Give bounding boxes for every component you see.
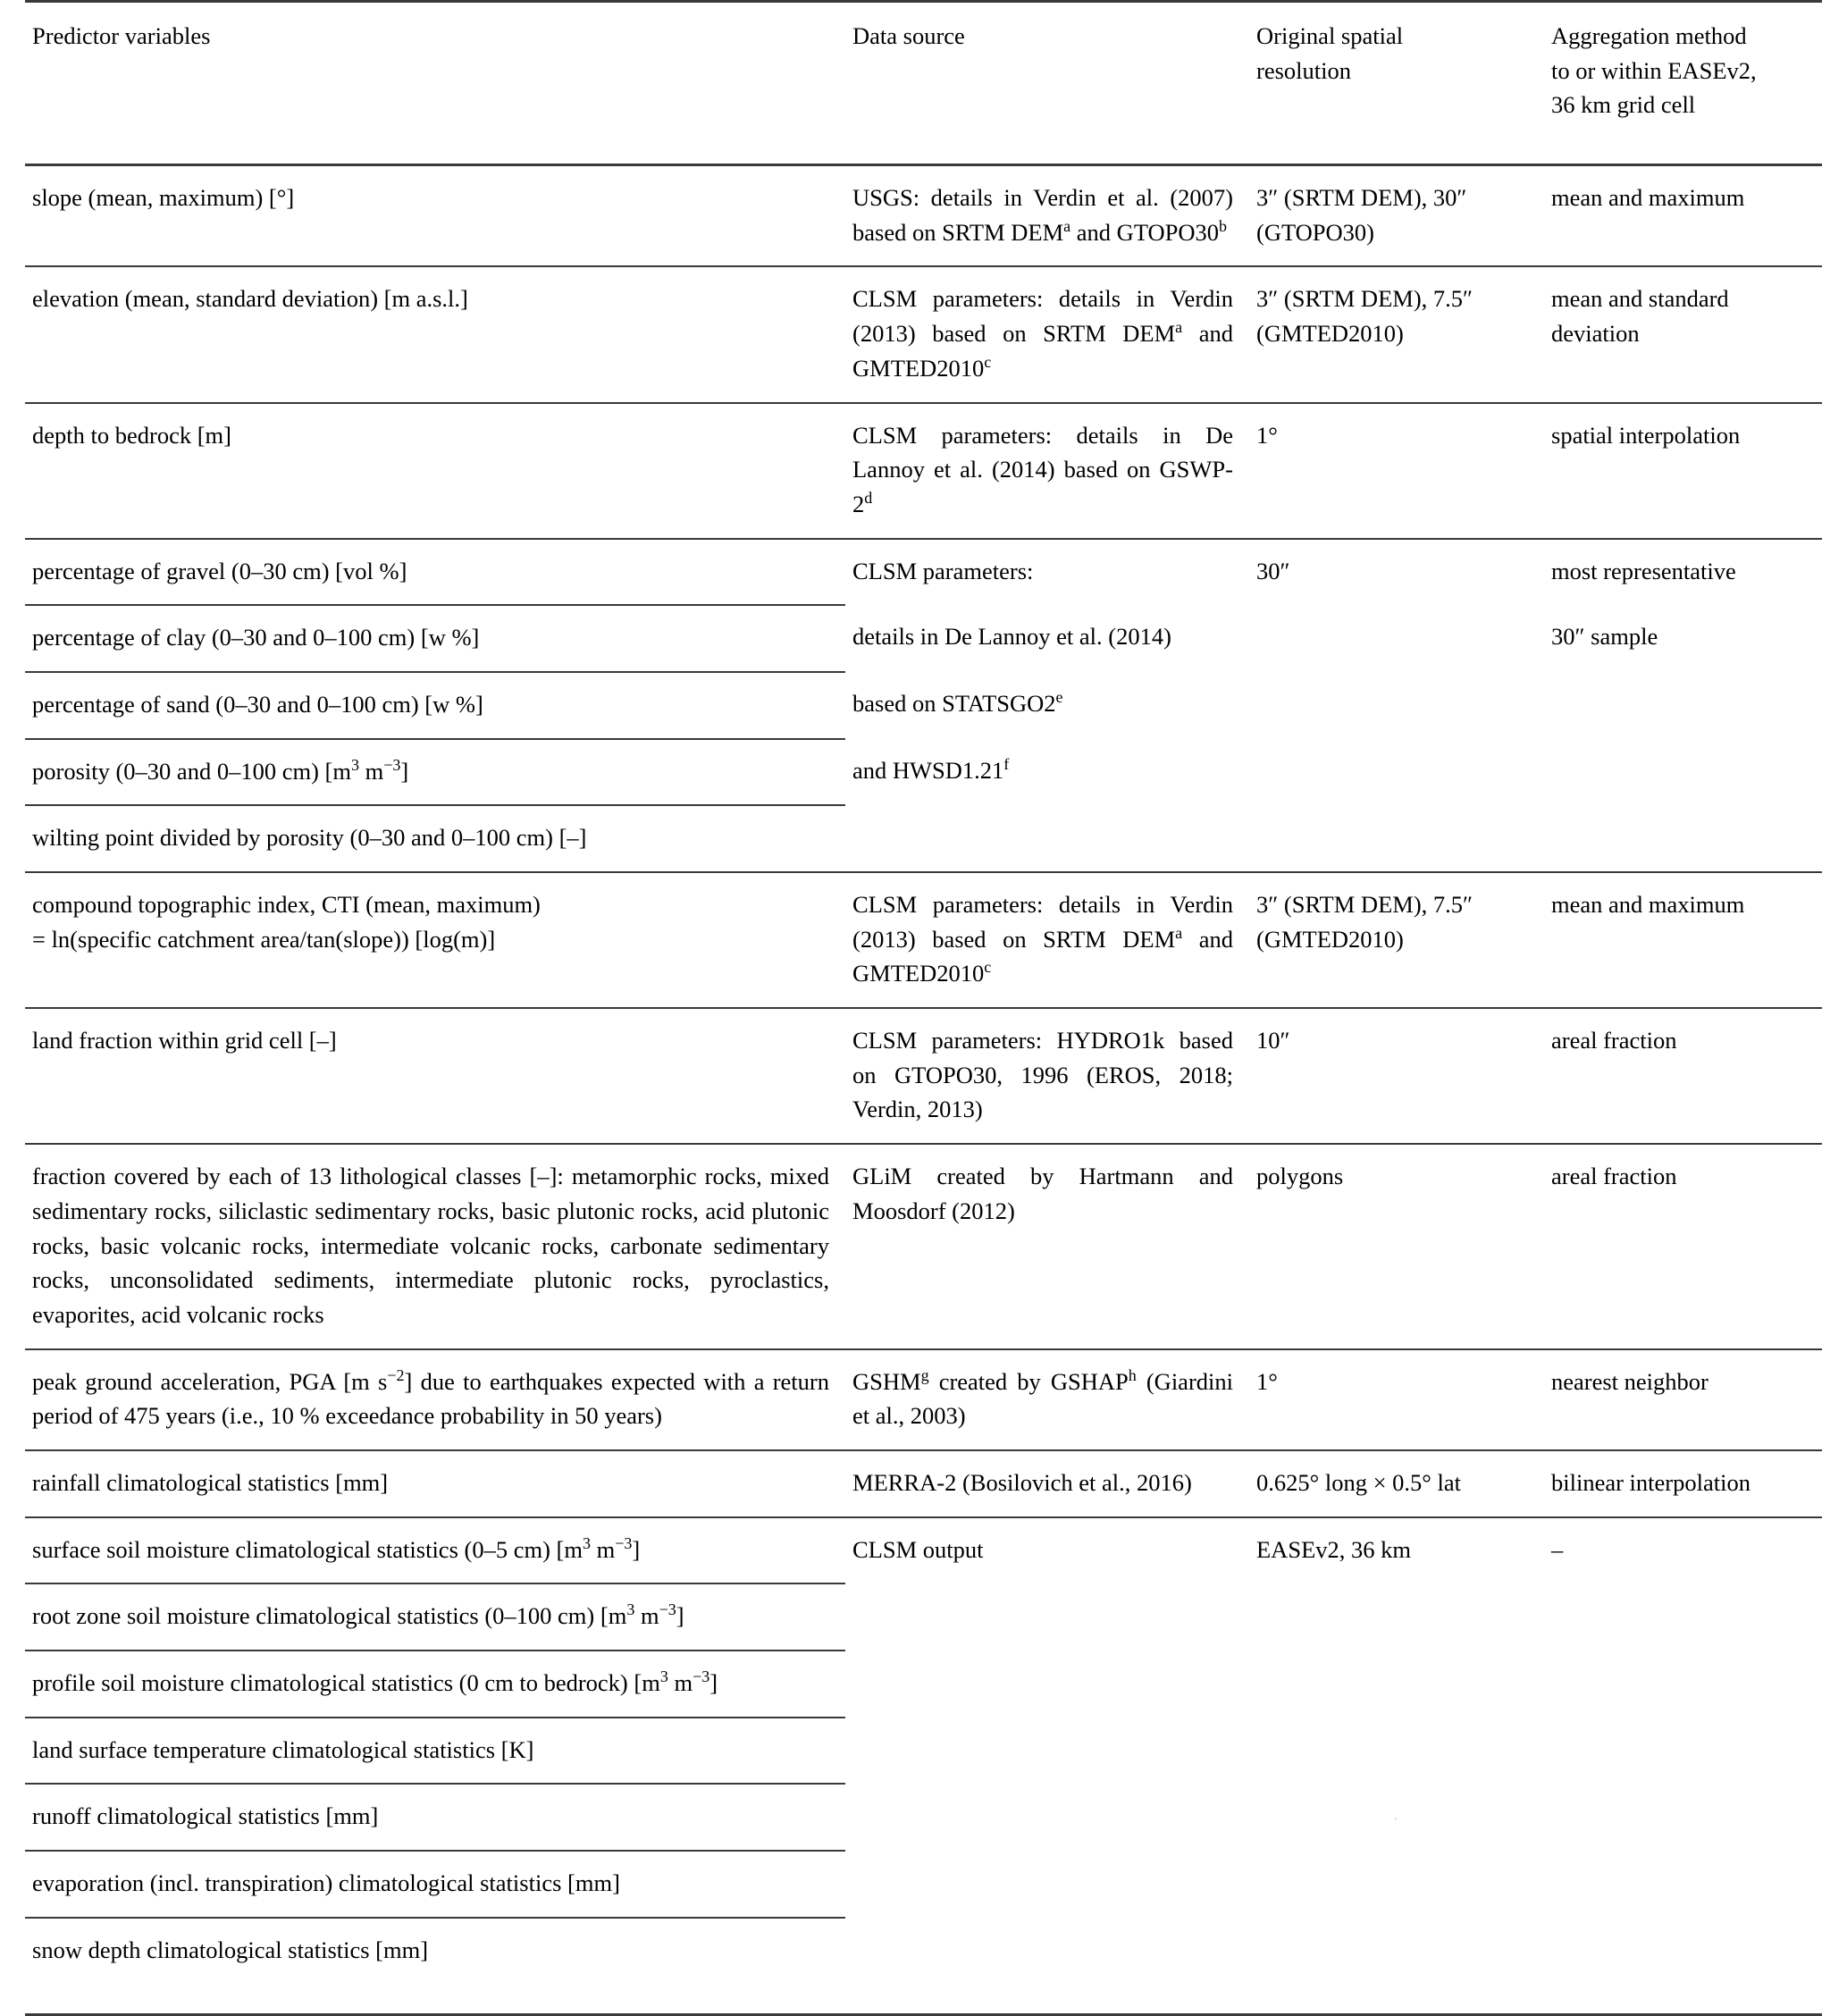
cell-resolution-evaporation [1249, 1851, 1544, 1918]
aggregation-line-2: deviation [1551, 320, 1640, 348]
cell-predictor-lithological-classes: fraction covered by each of 13 lithological classes [–]: metamorphic rocks, mixed sedimentary rocks, siliclastic sedimentary rocks, basic plutonic rocks, acid plutonic rocks, basic volcanic rocks, intermediate volcanic rocks, carbonate sedimentary rocks, unconsolidated sediments, intermediate plutonic rocks, pyroclastics, evaporites, acid volcanic rocks [25, 1144, 845, 1348]
table-row [25, 1583, 1822, 1651]
resolution-header-line-1: Original spatial [1256, 22, 1404, 49]
table-row [25, 266, 1822, 402]
cell-aggregation-pga: nearest neighbor [1544, 1349, 1822, 1450]
footnote-superscript: a [1175, 923, 1183, 942]
predictor-text: surface soil moisture climatological statistics (0–5 cm) [m [32, 1535, 583, 1563]
exponent-superscript: 3 [626, 1600, 635, 1619]
page-artifact-mark: · [1394, 1814, 1398, 1825]
bottom-rule-cell [845, 1983, 1249, 2015]
cell-aggregation-evaporation [1544, 1851, 1822, 1918]
exponent-superscript: −2 [387, 1365, 405, 1384]
cell-predictor-snow-depth: snow depth climatological statistics [mm] [25, 1918, 845, 1984]
table-row [25, 539, 1822, 606]
table-row [25, 1144, 1822, 1348]
cell-aggregation-porosity [1544, 739, 1822, 806]
exponent-superscript: 3 [350, 755, 359, 774]
cell-predictor-rainfall: rainfall climatological statistics [mm] [25, 1450, 845, 1517]
source-text: CLSM parameters: details in Verdin (2013) based on SRTM DEM [852, 285, 1233, 348]
cell-source-percentage-sand [845, 672, 1249, 739]
exponent-superscript: −3 [693, 1667, 710, 1686]
cell-predictor-elevation: elevation (mean, standard deviation) [m a.s.l.] [25, 266, 845, 402]
aggregation-header-line-2: to or within EASEv2, [1551, 56, 1757, 84]
cell-source-evaporation [845, 1851, 1249, 1918]
cell-source-land-fraction: CLSM parameters: HYDRO1k based on GTOPO30, 1996 (EROS, 2018; Verdin, 2013) [845, 1008, 1249, 1144]
predictor-text-end: ] [709, 1669, 718, 1696]
footnote-superscript: c [984, 352, 992, 371]
table-row [25, 605, 1822, 672]
cell-resolution-percentage-sand [1249, 672, 1544, 739]
table-header [25, 2, 1822, 165]
predictor-text-end: ] due to earthquakes expected with a return period of 475 years (i.e., 10 % exceedance probability in 50 years) [32, 1367, 829, 1430]
cell-resolution-snow-depth [1249, 1918, 1544, 1984]
table-bottom-rule-row [25, 1983, 1822, 2015]
cell-aggregation-root-zone-soil-moisture [1544, 1583, 1822, 1651]
aggregation-header-line-3: 36 km grid cell [1551, 91, 1696, 119]
cell-resolution-porosity [1249, 739, 1544, 806]
cell-resolution-lithological-classes: polygons [1249, 1144, 1544, 1348]
column-header-data-source: Data source [845, 2, 1249, 165]
cell-source-pga [845, 1349, 1249, 1450]
source-text: CLSM parameters: details in Verdin (2013) based on SRTM DEM [852, 891, 1233, 953]
cell-source-percentage-clay: details in De Lannoy et al. (2014) [852, 623, 1171, 651]
cell-resolution-slope [1249, 165, 1544, 267]
cell-resolution-pga: 1° [1249, 1349, 1544, 1450]
cell-source-profile-soil-moisture [845, 1651, 1249, 1718]
column-header-original-spatial-resolution [1249, 2, 1544, 165]
cell-source-lithological-classes: GLiM created by Hartmann and Moosdorf (2012) [845, 1144, 1249, 1348]
predictor-text-cont: m [358, 757, 384, 785]
cell-aggregation-surface-soil-moisture: – [1544, 1517, 1822, 1584]
cell-aggregation-elevation [1544, 266, 1822, 402]
footnote-superscript: a [1063, 216, 1071, 235]
cell-source-slope [845, 165, 1249, 267]
footnote-superscript: b [1219, 216, 1228, 235]
cti-line-1: compound topographic index, CTI (mean, maximum) [32, 891, 541, 918]
cell-source-porosity [845, 739, 1249, 806]
table-row [25, 805, 1822, 872]
footnote-superscript: g [920, 1365, 929, 1384]
table-row [25, 1008, 1822, 1144]
cell-predictor-percentage-clay: percentage of clay (0–30 and 0–100 cm) [w %] [25, 605, 845, 672]
table-row [25, 1517, 1822, 1584]
aggregation-header-line-1: Aggregation method [1551, 22, 1747, 49]
cell-predictor-percentage-gravel: percentage of gravel (0–30 cm) [vol %] [25, 539, 845, 606]
cell-predictor-root-zone-soil-moisture [25, 1583, 845, 1651]
table-row [25, 1349, 1822, 1450]
cell-source-elevation [845, 266, 1249, 402]
source-text: and HWSD1.21 [852, 756, 1004, 784]
predictor-text-end: ] [632, 1535, 641, 1563]
exponent-superscript: −3 [659, 1600, 676, 1619]
table-row [25, 739, 1822, 806]
cell-resolution-land-fraction: 10″ [1249, 1008, 1544, 1144]
exponent-superscript: 3 [659, 1667, 668, 1686]
table-row [25, 1784, 1822, 1851]
cell-aggregation-percentage-gravel: most representative [1544, 539, 1822, 606]
predictor-text-cont: m [634, 1602, 659, 1630]
source-text-cont: created by GSHAP [928, 1367, 1129, 1395]
bottom-rule-cell [25, 1983, 845, 2015]
source-text: USGS: details in Verdin et al. (2007) based on SRTM DEM [852, 184, 1233, 246]
exponent-superscript: −3 [615, 1533, 633, 1552]
cell-source-snow-depth [845, 1918, 1249, 1984]
cell-resolution-elevation [1249, 266, 1544, 402]
cell-resolution-wilting-point [1249, 805, 1544, 872]
cell-predictor-slope: slope (mean, maximum) [°] [25, 165, 845, 267]
table-row [25, 165, 1822, 267]
cell-aggregation-slope: mean and maximum [1544, 165, 1822, 267]
exponent-superscript: −3 [383, 755, 401, 774]
predictor-text: profile soil moisture climatological statistics (0 cm to bedrock) [m [32, 1669, 660, 1696]
resolution-line-2: (GTOPO30) [1256, 218, 1375, 246]
resolution-line-1: 3″ (SRTM DEM), 7.5″ [1256, 891, 1473, 918]
cell-source-rainfall: MERRA-2 (Bosilovich et al., 2016) [845, 1450, 1249, 1517]
bottom-rule-cell [1249, 1983, 1544, 2015]
column-header-predictor-variables: Predictor variables [25, 2, 845, 165]
table-row [25, 872, 1822, 1008]
table-row [25, 1450, 1822, 1517]
cell-source-percentage-gravel: CLSM parameters: [845, 539, 1249, 606]
cell-source-cti [845, 872, 1249, 1008]
footnote-superscript: h [1128, 1365, 1137, 1384]
cell-aggregation-lithological-classes: areal fraction [1544, 1144, 1822, 1348]
source-text: based on STATSGO2 [852, 689, 1056, 717]
cell-predictor-wilting-point: wilting point divided by porosity (0–30 and 0–100 cm) [–] [25, 805, 845, 872]
table-row [25, 1718, 1822, 1785]
exponent-superscript: 3 [582, 1533, 591, 1552]
cell-resolution-percentage-clay [1249, 605, 1544, 672]
source-text-cont: and GMTED2010 [852, 320, 1233, 382]
cell-aggregation-depth-to-bedrock: spatial interpolation [1544, 403, 1822, 539]
table-body [25, 165, 1822, 2015]
cell-source-runoff [845, 1784, 1249, 1851]
cell-source-depth-to-bedrock [845, 403, 1249, 539]
cell-predictor-runoff: runoff climatological statistics [mm] [25, 1784, 845, 1851]
cell-source-root-zone-soil-moisture [845, 1583, 1249, 1651]
resolution-line-1: 3″ (SRTM DEM), 30″ [1256, 184, 1467, 212]
source-text: GSHM [852, 1367, 921, 1395]
cell-predictor-surface-soil-moisture [25, 1517, 845, 1584]
aggregation-line-1: mean and standard [1551, 285, 1729, 313]
cell-aggregation-rainfall: bilinear interpolation [1544, 1450, 1822, 1517]
predictor-text-end: ] [400, 757, 409, 785]
cell-aggregation-profile-soil-moisture [1544, 1651, 1822, 1718]
resolution-header-line-2: resolution [1256, 56, 1351, 84]
footnote-superscript: a [1175, 318, 1183, 337]
cell-resolution-depth-to-bedrock: 1° [1249, 403, 1544, 539]
cell-predictor-evaporation: evaporation (incl. transpiration) climatological statistics [mm] [25, 1851, 845, 1918]
cell-source-surface-soil-moisture: CLSM output [845, 1517, 1249, 1584]
table-row [25, 1918, 1822, 1984]
table-row [25, 403, 1822, 539]
predictor-text-end: ] [676, 1602, 684, 1630]
resolution-line-1: 3″ (SRTM DEM), 7.5″ [1256, 285, 1473, 313]
predictor-variables-table [25, 0, 1822, 2016]
footnote-superscript: d [864, 489, 873, 508]
resolution-line-2: (GMTED2010) [1256, 320, 1404, 348]
table-row [25, 672, 1822, 739]
cell-aggregation-percentage-sand [1544, 672, 1822, 739]
cell-resolution-percentage-gravel: 30″ [1249, 539, 1544, 606]
bottom-rule-cell [1544, 1983, 1822, 2015]
resolution-line-2: (GMTED2010) [1256, 925, 1404, 953]
footnote-superscript: c [984, 958, 992, 977]
cell-source-land-surface-temperature [845, 1718, 1249, 1785]
table-header-row [25, 2, 1822, 165]
cell-aggregation-wilting-point [1544, 805, 1822, 872]
cell-predictor-profile-soil-moisture [25, 1651, 845, 1718]
cell-aggregation-snow-depth [1544, 1918, 1822, 1984]
source-text: CLSM parameters: details in De Lannoy et al. (2014) based on GSWP-2 [852, 421, 1233, 517]
cell-aggregation-land-surface-temperature [1544, 1718, 1822, 1785]
table-row [25, 1851, 1822, 1918]
cell-resolution-land-surface-temperature [1249, 1718, 1544, 1785]
cell-predictor-land-fraction: land fraction within grid cell [–] [25, 1008, 845, 1144]
cell-resolution-surface-soil-moisture: EASEv2, 36 km [1249, 1517, 1544, 1584]
cell-aggregation-runoff [1544, 1784, 1822, 1851]
cell-resolution-rainfall: 0.625° long × 0.5° lat [1249, 1450, 1544, 1517]
cell-predictor-porosity [25, 739, 845, 806]
table-row [25, 1651, 1822, 1718]
source-text-cont: and GTOPO30 [1070, 218, 1220, 246]
source-text-end: (Giardini et al., 2003) [852, 1367, 1233, 1430]
cell-predictor-percentage-sand: percentage of sand (0–30 and 0–100 cm) [w %] [25, 672, 845, 739]
predictor-text: porosity (0–30 and 0–100 cm) [m [32, 757, 351, 785]
predictor-text: root zone soil moisture climatological statistics (0–100 cm) [m [32, 1602, 627, 1630]
cell-predictor-cti [25, 872, 845, 1008]
cell-aggregation-land-fraction: areal fraction [1544, 1008, 1822, 1144]
footnote-superscript: e [1055, 688, 1063, 707]
source-text-cont: and GMTED2010 [852, 925, 1233, 987]
predictor-text-cont: m [591, 1535, 616, 1563]
predictor-text: peak ground acceleration, PGA [m s [32, 1367, 388, 1395]
cell-predictor-pga [25, 1349, 845, 1450]
footnote-superscript: f [1003, 754, 1010, 773]
cell-resolution-profile-soil-moisture [1249, 1651, 1544, 1718]
cell-resolution-root-zone-soil-moisture [1249, 1583, 1544, 1651]
predictor-text-cont: m [667, 1669, 693, 1696]
cell-aggregation-cti: mean and maximum [1544, 872, 1822, 1008]
cell-predictor-land-surface-temperature: land surface temperature climatological statistics [K] [25, 1718, 845, 1785]
cell-predictor-depth-to-bedrock: depth to bedrock [m] [25, 403, 845, 539]
cti-line-2: = ln(specific catchment area/tan(slope)) [log(m)] [32, 925, 496, 953]
column-header-aggregation-method [1544, 2, 1822, 165]
cell-resolution-cti [1249, 872, 1544, 1008]
cell-aggregation-percentage-clay: 30″ sample [1551, 623, 1658, 651]
cell-source-wilting-point [845, 805, 1249, 872]
